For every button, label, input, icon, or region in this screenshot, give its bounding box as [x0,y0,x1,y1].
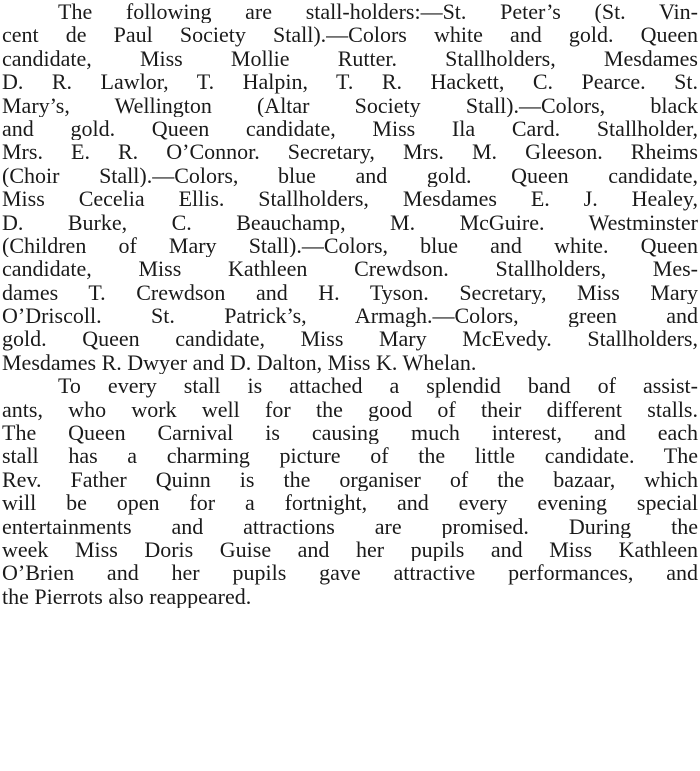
text-line: The Queen Carnival is causing much interest, and each [2,421,698,445]
text-line: ants, who work well for the good of their different stalls. [2,397,698,422]
text-line: To every stall is attached a splendid band of assist- [58,374,698,398]
text-line: will be open for a fortnight, and every evening special [2,491,698,515]
text-line: gold. Queen candidate, Miss Mary McEvedy. Stallholders, [2,327,698,351]
text-line: Rev. Father Quinn is the organiser of the bazaar, which [2,467,698,492]
text-line: cent de Paul Society Stall).—Colors white and gold. Queen [2,23,698,47]
text-line: week Miss Doris Guise and her pupils and Miss Kathleen [2,537,698,562]
paragraph-assistants [2,374,698,608]
text-line: (Choir Stall).—Colors, blue and gold. Queen candidate, [2,163,698,188]
text-line: The following are stall-holders:—St. Peter’s (St. Vin- [58,0,698,24]
text-line: O’Brien and her pupils gave attractive performances, and [2,561,698,585]
text-line: D. Burke, C. Beauchamp, M. McGuire. Westminster [2,210,698,234]
text-line: and gold. Queen candidate, Miss Ila Card. Stallholder, [2,116,698,141]
text-line: Mrs. E. R. O’Connor. Secretary, Mrs. M. Gleeson. Rheims [2,140,698,164]
text-line: stall has a charming picture of the little candidate. The [2,444,698,468]
paragraph-stallholders [2,0,698,374]
text-line: dames T. Crewdson and H. Tyson. Secretary, Miss Mary [2,280,698,305]
text-line: candidate, Miss Kathleen Crewdson. Stallholders, Mes- [2,257,698,281]
text-line: entertainments and attractions are promised. During the [2,514,698,538]
text-line: Miss Cecelia Ellis. Stallholders, Mesdames E. J. Healey, [2,187,698,211]
text-line: Mesdames R. Dwyer and D. Dalton, Miss K. Whelan. [2,350,477,375]
text-line: Mary’s, Wellington (Altar Society Stall).—Colors, black [2,93,698,117]
text-line: the Pierrots also reappeared. [2,584,252,609]
text-line: (Children of Mary Stall).—Colors, blue and white. Queen [2,233,698,258]
text-line: D. R. Lawlor, T. Halpin, T. R. Hackett, C. Pearce. St. [2,70,698,94]
text-line: candidate, Miss Mollie Rutter. Stallholders, Mesdames [2,46,698,71]
text-line: O’Driscoll. St. Patrick’s, Armagh.—Colors, green and [2,304,698,328]
